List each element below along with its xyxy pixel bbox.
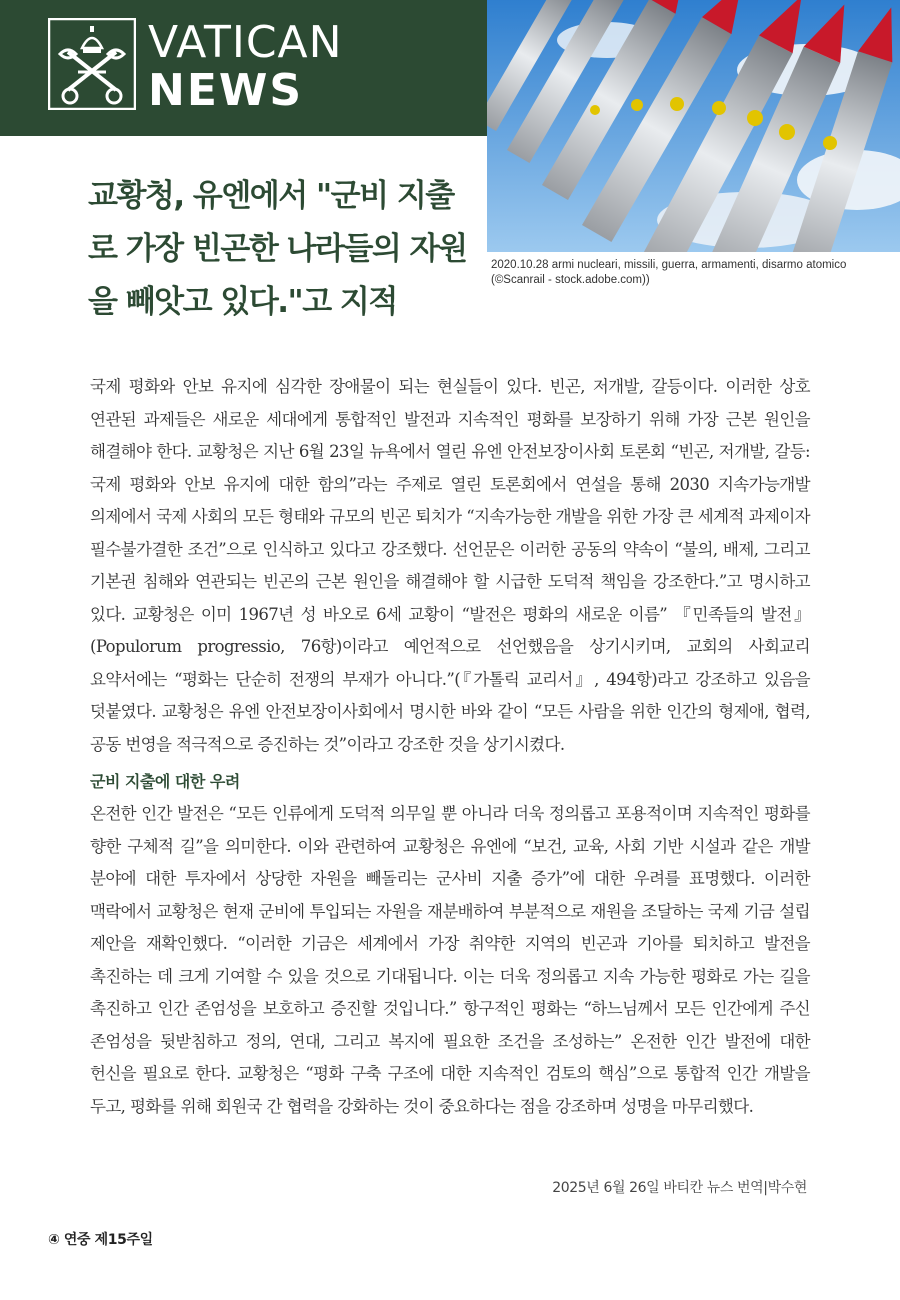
photo-caption: 2020.10.28 armi nucleari, missili, guerra, armamenti, disarmo atomico (©Scanrail - stock.adobe.com)) [491, 259, 847, 286]
masthead-band [0, 0, 487, 136]
logo-line-vatican: VATICAN [148, 17, 343, 68]
article-signoff: 2025년 6월 26일 바티칸 뉴스 번역|박수현 [552, 1180, 807, 1196]
missiles-photo [487, 0, 900, 252]
article-paragraph-1: 국제 평화와 안보 유지에 심각한 장애물이 되는 현실들이 있다. 빈곤, 저개발, 갈등이다. 이러한 상호 연관된 과제들은 새로운 세대에게 통합적인 발전과 지속적인 평화를 보장하기 위해 가장 근본 원인을 해결해야 한다. 교황청은 지난 6월 23일 뉴욕에서 열린 유엔 안전보장이사회 토론회 “빈곤, 저개발, 갈등: 국제 평화와 안보 유지에 대한 함의”라는 주제로 열린 토론회에서 연설을 통해 2030 지속가능개발 의제에서 국제 사회의 모든 형태와 규모의 빈곤 퇴치가 “지속가능한 개발을 위한 가장 큰 세계적 과제이자 필수불가결한 조건”으로 인식하고 있다고 강조했다. 선언문은 이러한 공동의 약속이 “불의, 배제, 그리고 기본권 침해와 연관되는 빈곤의 근본 원인을 해결해야 할 시급한 도덕적 책임을 강조한다.”고 명시하고 있다. 교황청은 이미 1967년 성 바오로 6세 교황이 “발전은 평화의 새로운 이름” 『민족들의 발전』(Populorum progressio, 76항)이라고 예언적으로 선언했음을 상기시키며, 교회의 사회교리 요약서에는 “평화는 단순히 전쟁의 부재가 아니다.”(『가톨릭 교리서』, 494항)라고 강조하고 있음을 덧붙였다. 교황청은 유엔 안전보장이사회에서 명시한 바와 같이 “모든 사람을 위한 인간의 형제애, 협력, 공동 번영을 적극적으로 증진하는 것”이라고 강조한 것을 상기시켰다. [90, 377, 810, 754]
page-footer-label: ④ 연중 제15주일 [48, 1232, 153, 1248]
article-paragraph-2: 온전한 인간 발전은 “모든 인류에게 도덕적 의무일 뿐 아니라 더욱 정의롭고 포용적이며 지속적인 평화를 향한 구체적 길”을 의미한다. 이와 관련하여 교황청은 유엔에 “보건, 교육, 사회 기반 시설과 같은 개발 분야에 대한 투자에서 상당한 자원을 빼돌리는 군사비 지출 증가”에 대한 우려를 표명했다. 이러한 맥락에서 교황청은 현재 군비에 투입되는 자원을 재분배하여 부분적으로 재원을 조달하는 국제 기금 설립 제안을 재확인했다. “이러한 기금은 세계에서 가장 취약한 지역의 빈곤과 기아를 퇴치하고 발전을 촉진하는 데 크게 기여할 수 있을 것으로 기대됩니다. 이는 더욱 정의롭고 지속 가능한 평화로 가는 길을 촉진하고 인간 존엄성을 보호하고 증진할 것입니다.” 항구적인 평화는 “하느님께서 모든 인간에게 주신 존엄성을 뒷받침하고 정의, 연대, 그리고 복지에 필요한 조건을 조성하는” 온전한 인간 발전에 대한 헌신을 필요로 한다. 교황청은 “평화 구축 구조에 대한 지속적인 검토의 핵심”으로 통합적 인간 개발을 두고, 평화를 위해 회원국 간 협력을 강화하는 것이 중요하다는 점을 강조하며 성명을 마무리했다. [90, 804, 810, 1116]
section-subhead: 군비 지출에 대한 우려 [90, 772, 240, 791]
vatican-keys-emblem-icon [48, 18, 136, 110]
logo-wordmark [148, 17, 343, 116]
logo-line-news: NEWS [148, 65, 304, 116]
article-headline: 교황청, 유엔에서 "군비 지출로 가장 빈곤한 나라들의 자원을 빼앗고 있다."고 지적 [88, 178, 467, 320]
